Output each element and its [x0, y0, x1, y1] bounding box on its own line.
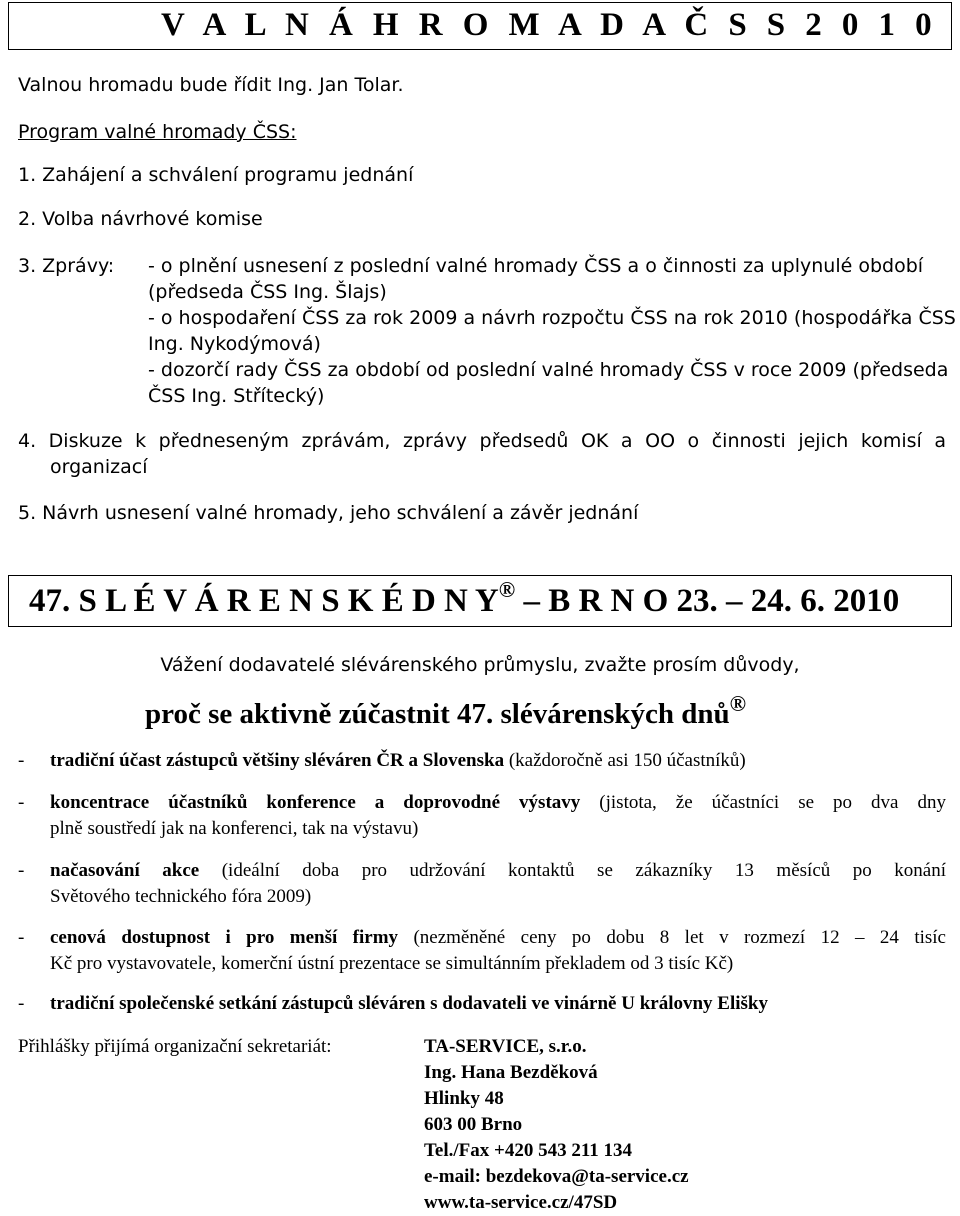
contact-phone: Tel./Fax +420 543 211 134: [424, 1140, 633, 1161]
reason-1-rest: (každoročně asi 150 účastníků): [504, 750, 746, 771]
reason-3-bold: načasování akce: [50, 860, 200, 881]
intro-text: Valnou hromadu bude řídit Ing. Jan Tolar.: [18, 74, 404, 96]
reason-5: tradiční společenské setkání zástupců sléváren s dodavateli ve vinárně U královny Elišky: [50, 993, 769, 1014]
program-item-1: 1. Zahájení a schválení programu jednání: [18, 164, 414, 186]
reason-1: [50, 748, 746, 774]
invitation-text: Vážení dodavatelé slévárenského průmyslu, zvažte prosím důvody,: [160, 654, 800, 676]
contact-street: Hlinky 48: [424, 1088, 504, 1109]
program-item-5: 5. Návrh usnesení valné hromady, jeho schválení a závěr jednání: [18, 502, 639, 524]
reason-3-dash: -: [18, 860, 25, 881]
report-1-line-1: - o plnění usnesení z poslední valné hromady ČSS a o činnosti za uplynulé období: [148, 255, 924, 277]
reason-4-line-2: Kč pro vystavovatele, komerční ústní prezentace se simultánním překladem od 3 tisíc Kč): [50, 953, 734, 974]
reason-1-bold: tradiční účast zástupců většiny sléváren ČR a Slovenska: [50, 750, 505, 771]
program-item-3-label: 3. Zprávy:: [18, 255, 115, 277]
event-heading: [8, 575, 952, 627]
contact-city: 603 00 Brno: [424, 1114, 523, 1135]
assembly-heading: V A L N Á H R O M A D A Č S S 2 0 1 0: [8, 2, 952, 50]
program-title: Program valné hromady ČSS:: [18, 121, 297, 143]
reason-2-line-2: plně soustředí jak na konferenci, tak na výstavu): [50, 818, 419, 839]
event-heading-part-2: – B R N O 23. – 24. 6. 2010: [515, 583, 900, 619]
reason-3-rest: (ideální doba pro udržování kontaktů se zákazníky 13 měsíců po konání: [199, 860, 946, 881]
reason-3-line-2: Světového technického fóra 2009): [50, 886, 312, 907]
reason-2-rest: (jistota, že účastníci se po dva dny: [580, 792, 946, 813]
report-3-line-1: - dozorčí rady ČSS za období od poslední valné hromady ČSS v roce 2009 (předseda: [148, 359, 949, 381]
reason-4-line-1: [50, 925, 946, 951]
reason-2-dash: -: [18, 792, 25, 813]
reason-1-dash: -: [18, 750, 25, 771]
reason-3-line-1: [50, 858, 946, 884]
contact-label: Přihlášky přijímá organizační sekretariát:: [18, 1036, 332, 1057]
contact-email[interactable]: e-mail: bezdekova@ta-service.cz: [424, 1166, 689, 1187]
reason-2-bold: koncentrace účastníků konference a doprovodné výstavy: [50, 792, 581, 813]
report-2-line-2: Ing. Nykodýmová): [148, 333, 321, 355]
reason-5-dash: -: [18, 993, 25, 1014]
reason-4-dash: -: [18, 927, 25, 948]
report-1-line-2: (předseda ČSS Ing. Šlajs): [148, 281, 387, 303]
why-heading-text: proč se aktivně zúčastnit 47. slévárenských dnů: [145, 698, 730, 730]
contact-person: Ing. Hana Bezděková: [424, 1062, 598, 1083]
reason-2-line-1: [50, 790, 946, 816]
event-heading-part-1: 47. S L É V Á R E N S K É D N Y: [29, 583, 499, 619]
reason-4-bold: cenová dostupnost i pro menší firmy: [50, 927, 399, 948]
report-2-line-1: - o hospodaření ČSS za rok 2009 a návrh rozpočtu ČSS na rok 2010 (hospodářka ČSS: [148, 307, 956, 329]
why-heading: [145, 691, 747, 736]
report-3-line-2: ČSS Ing. Střítecký): [148, 385, 325, 407]
why-registered-mark: ®: [729, 691, 747, 716]
reason-4-rest: (nezměněné ceny po dobu 8 let v rozmezí 12 – 24 tisíc: [398, 927, 946, 948]
contact-company: TA-SERVICE, s.r.o.: [424, 1036, 587, 1057]
program-item-4-line-1: 4. Diskuze k předneseným zprávám, zprávy předsedů OK a OO o činnosti jejich komisí a: [18, 430, 946, 452]
program-item-4-line-2: organizací: [50, 456, 148, 478]
contact-website[interactable]: www.ta-service.cz/47SD: [424, 1192, 618, 1213]
registered-mark: ®: [498, 577, 516, 602]
program-item-2: 2. Volba návrhové komise: [18, 208, 263, 230]
